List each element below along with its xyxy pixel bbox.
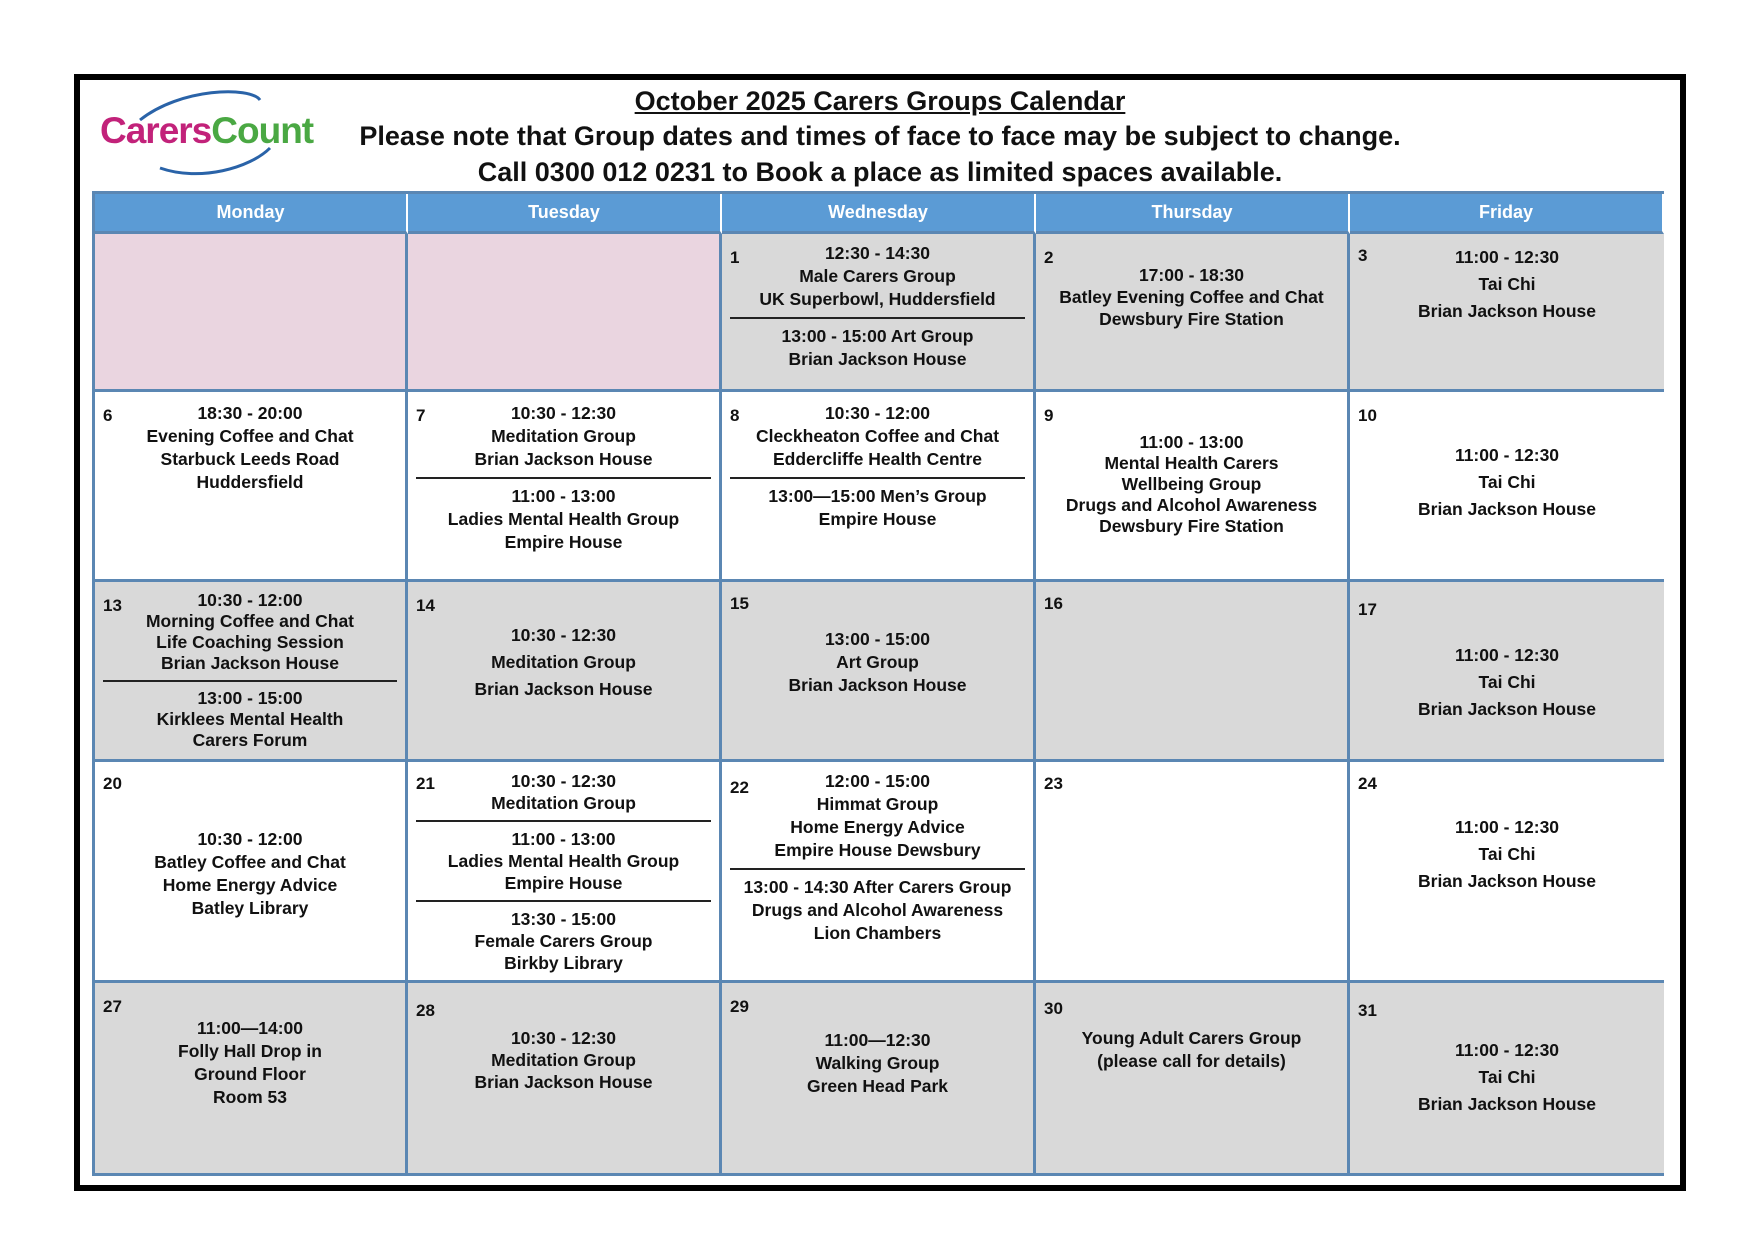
- page-title: October 2025 Carers Groups Calendar: [634, 86, 1126, 116]
- event-line: Cleckheaton Coffee and Chat: [755, 426, 1000, 446]
- event-line: 10:30 - 12:30: [510, 771, 617, 791]
- event-line: 11:00 - 13:00: [511, 829, 616, 849]
- event-line: Brian Jackson House: [1418, 301, 1596, 321]
- calendar-cell: [408, 762, 722, 983]
- event-line: Ladies Mental Health Group: [447, 851, 680, 871]
- event-divider: [730, 868, 1025, 870]
- cell-events: [1350, 244, 1664, 325]
- event-line: Young Adult Carers Group: [1081, 1028, 1302, 1048]
- event-line: Walking Group: [815, 1053, 940, 1073]
- event-line: 13:00 - 14:30 After Carers Group: [743, 877, 1012, 897]
- cell-events: [722, 770, 1033, 945]
- logo-text-carers: Carers: [100, 110, 212, 151]
- calendar-cell: [1036, 234, 1350, 392]
- event-divider: [730, 317, 1025, 319]
- day-number: 6: [103, 406, 113, 425]
- event-line: 13:00 - 15:00 Art Group: [781, 326, 974, 346]
- cell-events: [95, 1017, 405, 1109]
- event-line: 11:00 - 12:30: [1454, 1040, 1560, 1060]
- day-number: 31: [1358, 1001, 1377, 1020]
- cell-events: [1036, 264, 1347, 330]
- day-header: Thursday: [1036, 194, 1350, 234]
- cell-events: [95, 402, 405, 494]
- day-number: 27: [103, 997, 122, 1016]
- event-line: Green Head Park: [806, 1076, 949, 1096]
- event-line: Birkby Library: [504, 953, 623, 973]
- cell-events: [722, 1029, 1033, 1098]
- event-line: 10:30 - 12:00: [824, 403, 931, 423]
- day-number: 7: [416, 406, 426, 425]
- event-line: Female Carers Group: [474, 931, 653, 951]
- event-line: Himmat Group: [816, 794, 939, 814]
- day-number: 3: [1358, 246, 1368, 265]
- event-line: Male Carers Group: [799, 266, 956, 286]
- day-number: 16: [1044, 594, 1063, 613]
- event-divider: [730, 477, 1025, 479]
- event-line: Empire House: [504, 532, 623, 552]
- cell-events: [1350, 642, 1664, 723]
- event-line: 13:00—15:00 Men’s Group: [768, 486, 987, 506]
- event-line: Huddersfield: [196, 472, 304, 492]
- day-number: 14: [416, 596, 435, 615]
- event-line: 11:00—14:00: [196, 1018, 304, 1038]
- event-line: Dewsbury Fire Station: [1099, 516, 1284, 536]
- event-line: Batley Evening Coffee and Chat: [1059, 287, 1324, 307]
- event-divider: [416, 477, 711, 479]
- calendar-grid: [92, 191, 1664, 1176]
- event-line: Eddercliffe Health Centre: [772, 449, 983, 469]
- calendar-cell: [722, 582, 1036, 762]
- cell-events: [1036, 432, 1347, 537]
- event-line: Home Energy Advice: [790, 817, 965, 837]
- day-number: 23: [1044, 774, 1063, 793]
- calendar-cell: [722, 234, 1036, 392]
- event-line: 10:30 - 12:00: [197, 590, 303, 610]
- calendar-cell: [722, 983, 1036, 1173]
- booking-line: Call 0300 012 0231 to Book a place as limited spaces available.: [477, 157, 1283, 187]
- event-line: Empire House: [504, 873, 623, 893]
- event-line: Brian Jackson House: [1418, 1094, 1596, 1114]
- day-number: 13: [103, 596, 122, 615]
- event-line: Mental Health Carers: [1104, 453, 1279, 473]
- cell-events: [1036, 1027, 1347, 1073]
- event-line: 12:00 - 15:00: [824, 771, 931, 791]
- event-line: Meditation Group: [491, 1050, 636, 1070]
- event-line: 11:00 - 13:00: [1139, 432, 1244, 452]
- event-line: Empire House Dewsbury: [774, 840, 981, 860]
- event-line: 10:30 - 12:30: [510, 403, 617, 423]
- event-line: 18:30 - 20:00: [197, 403, 303, 423]
- calendar-cell: [1036, 983, 1350, 1173]
- event-divider: [416, 820, 711, 822]
- day-number: 20: [103, 774, 122, 793]
- event-line: Brian Jackson House: [788, 349, 967, 369]
- event-line: Art Group: [836, 652, 919, 672]
- calendar-cell: [95, 762, 408, 983]
- event-divider: [103, 680, 397, 682]
- event-line: 17:00 - 18:30: [1138, 265, 1245, 285]
- event-line: 11:00 - 13:00: [511, 486, 616, 506]
- day-number: 21: [416, 774, 435, 793]
- event-line: Meditation Group: [491, 426, 636, 446]
- event-line: Kirklees Mental Health: [156, 709, 344, 729]
- event-line: Morning Coffee and Chat: [145, 611, 355, 631]
- event-line: 11:00 - 12:30: [1454, 645, 1560, 665]
- day-number: 28: [416, 1001, 435, 1020]
- cell-events: [95, 828, 405, 920]
- day-number: 15: [730, 594, 749, 613]
- calendar-cell-empty: [408, 234, 722, 392]
- event-line: 10:30 - 12:00: [197, 829, 303, 849]
- event-line: Brian Jackson House: [474, 679, 653, 699]
- day-number: 2: [1044, 248, 1054, 267]
- calendar-cell: [1036, 582, 1350, 762]
- event-line: 11:00—12:30: [824, 1030, 931, 1050]
- event-line: Brian Jackson House: [474, 449, 653, 469]
- event-line: 11:00 - 12:30: [1454, 817, 1560, 837]
- event-line: UK Superbowl, Huddersfield: [759, 289, 996, 309]
- calendar-cell: [95, 983, 408, 1173]
- cell-events: [408, 402, 719, 554]
- calendar-cell: [722, 392, 1036, 582]
- event-line: Brian Jackson House: [788, 675, 967, 695]
- event-line: 10:30 - 12:30: [510, 1028, 617, 1048]
- day-number: 29: [730, 997, 749, 1016]
- event-line: Batley Coffee and Chat: [154, 852, 346, 872]
- notice-line: Please note that Group dates and times of face to face may be subject to change.: [359, 121, 1401, 151]
- event-line: Evening Coffee and Chat: [146, 426, 354, 446]
- day-header: Wednesday: [722, 194, 1036, 234]
- event-line: Tai Chi: [1478, 1067, 1536, 1087]
- event-line: 11:00 - 12:30: [1454, 445, 1560, 465]
- day-header: Monday: [95, 194, 408, 234]
- event-line: Brian Jackson House: [1418, 871, 1596, 891]
- day-number: 1: [730, 248, 740, 267]
- event-line: Lion Chambers: [813, 923, 942, 943]
- day-number: 8: [730, 406, 740, 425]
- cell-events: [1350, 1037, 1664, 1118]
- day-number: 17: [1358, 600, 1377, 619]
- event-line: Tai Chi: [1478, 274, 1536, 294]
- cell-events: [722, 402, 1033, 531]
- event-line: Room 53: [213, 1087, 287, 1107]
- event-line: Empire House: [818, 509, 937, 529]
- event-line: Tai Chi: [1478, 844, 1536, 864]
- calendar-cell: [1350, 234, 1664, 392]
- event-line: 10:30 - 12:30: [510, 625, 617, 645]
- calendar-cell: [95, 392, 408, 582]
- event-divider: [416, 900, 711, 902]
- logo-text: [100, 110, 313, 152]
- event-line: Wellbeing Group: [1121, 474, 1262, 494]
- cell-events: [722, 242, 1033, 371]
- event-line: Tai Chi: [1478, 472, 1536, 492]
- day-number: 10: [1358, 406, 1377, 425]
- calendar-cell: [408, 983, 722, 1173]
- event-line: 13:30 - 15:00: [510, 909, 617, 929]
- calendar-cell: [408, 392, 722, 582]
- calendar-cell: [722, 762, 1036, 983]
- event-line: Drugs and Alcohol Awareness: [751, 900, 1004, 920]
- calendar-cell: [1350, 582, 1664, 762]
- day-number: 30: [1044, 999, 1063, 1018]
- event-line: Brian Jackson House: [1418, 699, 1596, 719]
- calendar-cell: [1350, 392, 1664, 582]
- day-number: 22: [730, 778, 749, 797]
- calendar-cell: [1036, 392, 1350, 582]
- day-number: 24: [1358, 774, 1377, 793]
- calendar-cell: [1036, 762, 1350, 983]
- event-line: Brian Jackson House: [1418, 499, 1596, 519]
- event-line: (please call for details): [1097, 1051, 1286, 1071]
- calendar-cell: [95, 582, 408, 762]
- event-line: Drugs and Alcohol Awareness: [1065, 495, 1318, 515]
- event-line: Ground Floor: [194, 1064, 306, 1084]
- day-header: Friday: [1350, 194, 1664, 234]
- cell-events: [95, 590, 405, 751]
- cell-events: [408, 770, 719, 974]
- event-line: Folly Hall Drop in: [178, 1041, 322, 1061]
- cell-events: [1350, 442, 1664, 523]
- event-line: Life Coaching Session: [156, 632, 344, 652]
- calendar-cell: [1350, 762, 1664, 983]
- event-line: 12:30 - 14:30: [824, 243, 931, 263]
- cell-events: [1350, 814, 1664, 895]
- event-line: Meditation Group: [491, 793, 636, 813]
- logo-text-count: Count: [211, 110, 314, 151]
- event-line: Carers Forum: [192, 730, 308, 750]
- event-line: Starbuck Leeds Road: [160, 449, 340, 469]
- event-line: 11:00 - 12:30: [1454, 247, 1560, 267]
- event-line: Brian Jackson House: [161, 653, 339, 673]
- cell-events: [408, 622, 719, 703]
- carers-count-logo: [100, 90, 320, 185]
- event-line: 13:00 - 15:00: [824, 629, 931, 649]
- calendar-cell-empty: [95, 234, 408, 392]
- event-line: Tai Chi: [1478, 672, 1536, 692]
- calendar-cell: [1350, 983, 1664, 1173]
- event-line: Brian Jackson House: [474, 1072, 653, 1092]
- event-line: Ladies Mental Health Group: [447, 509, 680, 529]
- page-header: [340, 84, 1420, 190]
- cell-events: [408, 1027, 719, 1093]
- event-line: Dewsbury Fire Station: [1099, 309, 1284, 329]
- day-number: 9: [1044, 406, 1054, 425]
- event-line: Meditation Group: [491, 652, 636, 672]
- event-line: Home Energy Advice: [162, 875, 338, 895]
- day-header: Tuesday: [408, 194, 722, 234]
- event-line: 13:00 - 15:00: [197, 688, 303, 708]
- event-line: Batley Library: [191, 898, 309, 918]
- calendar-cell: [408, 582, 722, 762]
- cell-events: [722, 628, 1033, 697]
